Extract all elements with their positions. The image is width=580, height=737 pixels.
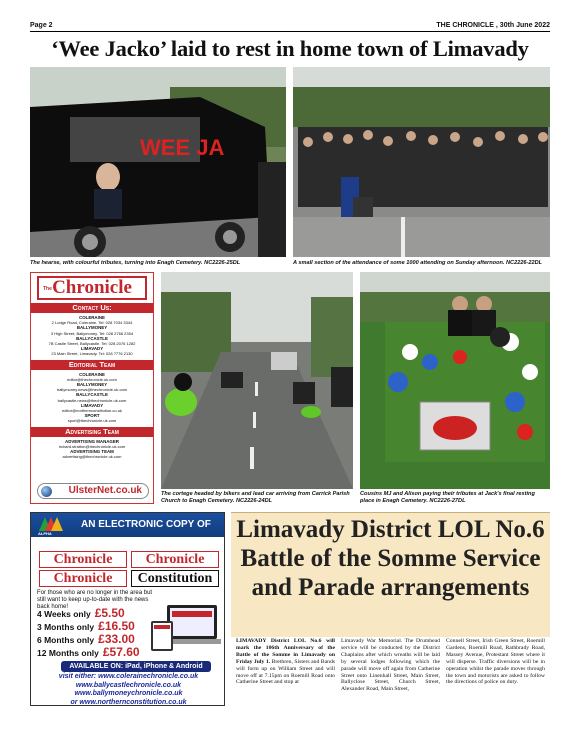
editorial-name: LIMAVADY (80, 402, 104, 408)
editorial-entry (31, 392, 153, 402)
office-detail: 2 Lodge Road, Coleraine. Tel: 028 7034 3344 (51, 320, 133, 326)
office-name: COLERAINE (79, 315, 105, 320)
editorial-entry (31, 372, 153, 382)
advertising-entry (31, 439, 153, 449)
masthead-2: Chronicle (131, 551, 219, 568)
crowd-photo (293, 67, 550, 257)
editorial-detail: editor@northernconstitution.co.uk (62, 408, 122, 414)
url-ballycastle[interactable]: www.ballycastlechronicle.co.uk (75, 681, 182, 689)
editorial-name: SPORT (84, 413, 100, 419)
article-lead: LIMAVADY District LOL No.6 will mark the 106th Anniversary of the Battle of the Somme in Limavady on Friday July 1. (236, 638, 335, 665)
ad-heading: AN ELECTRONIC COPY OF (31, 513, 224, 537)
logo-the: The (43, 286, 52, 292)
advertising-heading: Advertising Team (31, 427, 153, 437)
masthead-1: Chronicle (39, 551, 127, 568)
available-banner: AVAILABLE ON: iPad, iPhone & Android (61, 661, 211, 672)
ad-blurb: For those who are no longer in the area but still want to keep up-to-date with the news back home! (37, 590, 153, 610)
electronic-copy-ad[interactable] (30, 512, 225, 706)
advertising-entry (31, 449, 153, 459)
price-6-months: 6 Months only £33.00 (37, 632, 135, 646)
page-header (30, 20, 550, 32)
advertising-detail: advertising@thechronicle.uk.com (62, 454, 122, 460)
crowd-caption: A small section of the attendance of some 1000 attending on Sunday afternoon. NC2226-22DL (293, 260, 543, 266)
laptop-tablet-icon (149, 603, 221, 655)
ulsternet-text: UlsterNet.co.uk (68, 485, 142, 496)
edition-date: THE CHRONICLE , 30th June 2022 (436, 22, 550, 29)
main-headline: ‘Wee Jacko’ laid to rest in home town of Limavady (51, 36, 529, 61)
contact-panel (30, 272, 154, 504)
svg-text:WEE JA: WEE JA (140, 135, 225, 160)
bikers-photo (161, 272, 353, 489)
office-detail: 7B Castle Street, Ballycastle. Tel: 028 2076 1282 (48, 341, 136, 347)
masthead-4: Constitution (131, 570, 219, 587)
url-coleraine[interactable]: visit either: www.colerainechronicle.co.uk (58, 673, 199, 680)
hearse-photo (30, 67, 286, 257)
editorial-entry (31, 413, 153, 423)
advertising-name: ADVERTISING TEAM (70, 449, 114, 455)
office-detail: 3 High Street, Ballymoney. Tel: 028 2766 2354 (50, 330, 134, 336)
editorial-detail: ballycastle.news@thechronicle.uk.com (57, 397, 127, 403)
url-ballymoney[interactable]: www.ballymoneychronicle.co.uk (74, 690, 183, 697)
advertising-detail: richard.stratton@thechronicle.uk.com (58, 443, 126, 449)
editorial-name: COLERAINE (79, 371, 105, 377)
office-name: BALLYCASTLE (76, 335, 108, 341)
editorial-detail: ballymoney.news@thechronicle.uk.com (56, 387, 128, 393)
ulsternet-link[interactable] (37, 483, 149, 499)
editorial-list (31, 372, 153, 424)
graveside-photo (360, 272, 550, 489)
office-entry (31, 325, 153, 335)
price-3-months: 3 Months only £16.50 (37, 619, 135, 633)
price-12-months: 12 Months only £57.60 (37, 645, 140, 659)
contact-heading: Contact Us: (31, 303, 153, 313)
header-rule (30, 31, 550, 32)
editorial-entry (31, 382, 153, 392)
article-column-3: Connell Street, Irish Green Street, Roemill Gardens, Roemill Road, Rathbrady Road, Massey Avenue, Protestant Street where it will disperse. Traffic diversions will be in operation whilst the parade moves through the town and motorists are asked to follow the directions of police on duty. (446, 638, 545, 686)
page-number: Page 2 (30, 22, 53, 29)
price-4-weeks: 4 Weeks only £5.50 (37, 606, 125, 620)
logo-text: Chronicle (52, 277, 132, 298)
editorial-entry (31, 403, 153, 413)
office-entry (31, 315, 153, 325)
article-column-1 (236, 638, 335, 686)
article-column-2: Limavady War Memorial. The Drumhead service will be conducted by the District Chaplains after which wreaths will be laid by several lodges following which the parade will move off again from Catherine Street onto Linenhall Street, Main Street, Ballyclose Street, Church Street, Alexander Road, Main Street, (341, 638, 440, 693)
office-list (31, 315, 153, 357)
url-northern-constitution[interactable]: or www.northernconstitution.co.uk (70, 698, 187, 706)
office-detail: 23 Main Street, Limavady. Tel: 028 7776 2130 (51, 351, 133, 357)
editorial-heading: Editorial Team (31, 360, 153, 370)
chronicle-logo (37, 276, 147, 300)
hearse-caption: The hearse, with colourful tributes, turning into Enagh Cemetery. NC2226-25DL (30, 260, 241, 266)
masthead-3: Chronicle (39, 570, 127, 587)
office-entry (31, 346, 153, 356)
advertising-list (31, 439, 153, 460)
editorial-name: BALLYCASTLE (76, 392, 108, 398)
office-name: LIMAVADY (80, 346, 104, 352)
bikers-caption: The cortege headed by bikers and lead car arriving from Carrick Parish Church to Enagh Cemetery. NC2226-24DL (161, 491, 350, 504)
advertising-name: ADVERTISING MANAGER (65, 438, 119, 444)
graveside-caption: Cousins MJ and Alison paying their tributes at Jack's final resting place in Enagh Cemetery. NC2226-27DL (360, 491, 535, 504)
article-title: Limavady District LOL No.6 Battle of the Somme Service and Parade arrangements (236, 516, 545, 601)
editorial-detail: editor@thechronicle.uk.com (67, 376, 117, 382)
editorial-detail: sport@thechronicle.uk.com (67, 418, 117, 424)
article-col1-text: Brethren, Sisters and Bands will form up on William Street and will move off at 7.15pm on Roemill Road onto Catherine Street and stop at (236, 658, 335, 686)
globe-icon (41, 486, 52, 497)
editorial-name: BALLYMONEY (76, 382, 108, 388)
office-name: BALLYMONEY (76, 325, 108, 331)
ad-urls (37, 673, 220, 706)
alpha-label: ALPHA (38, 531, 52, 536)
office-entry (31, 336, 153, 346)
